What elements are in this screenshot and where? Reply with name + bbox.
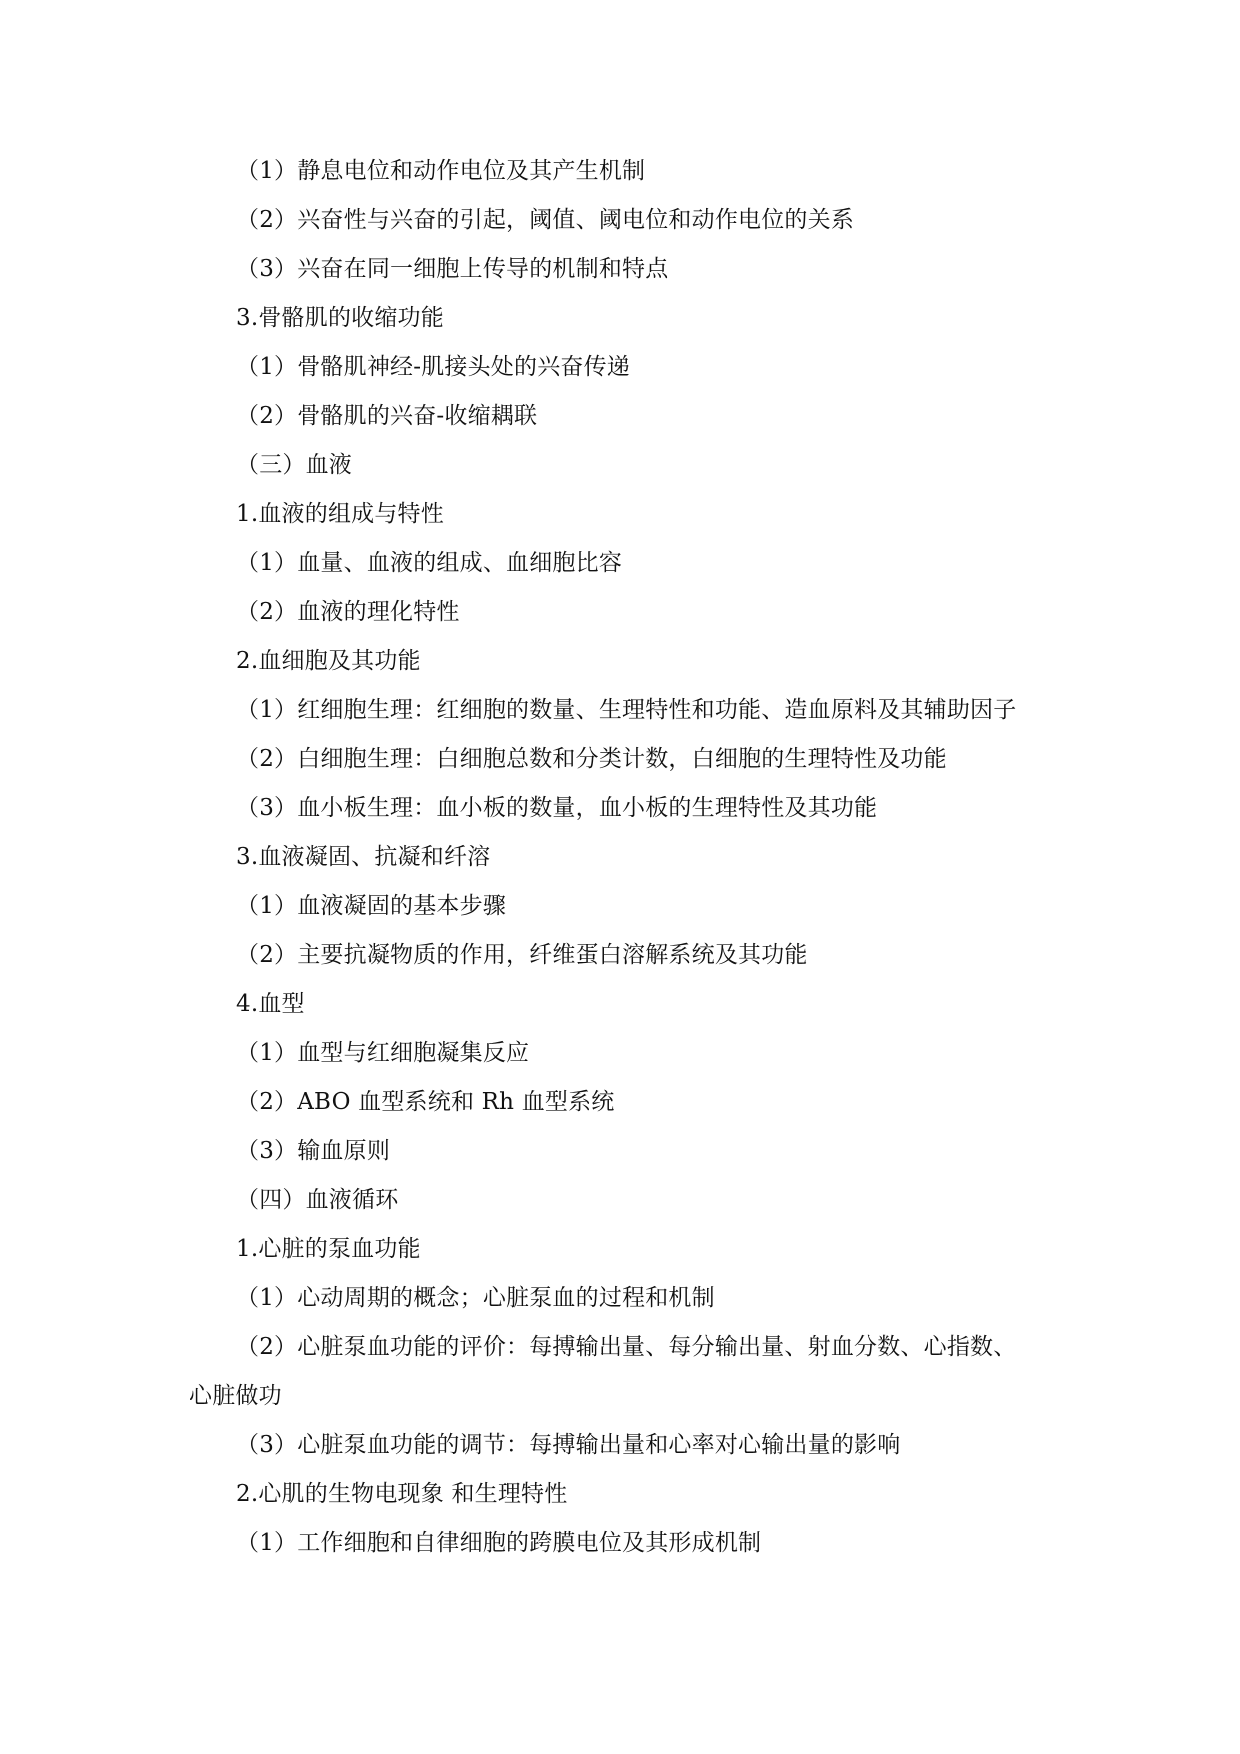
outline-line: （1）工作细胞和自律细胞的跨膜电位及其形成机制	[236, 1530, 762, 1556]
outline-line: （3）血小板生理：血小板的数量，血小板的生理特性及其功能	[236, 795, 878, 821]
outline-line: （2）白细胞生理：白细胞总数和分类计数，白细胞的生理特性及功能	[236, 746, 947, 772]
outline-line: （2）ABO 血型系统和 Rh 血型系统	[236, 1089, 615, 1115]
chapter-heading: （四）血液循环	[236, 1187, 399, 1213]
outline-line: （1）静息电位和动作电位及其产生机制	[236, 158, 646, 184]
outline-list	[189, 153, 1069, 1574]
outline-line: （1）血量、血液的组成、血细胞比容	[236, 550, 623, 576]
outline-line: （2）主要抗凝物质的作用，纤维蛋白溶解系统及其功能	[236, 942, 808, 968]
section-heading: 4.血型	[236, 991, 305, 1017]
outline-line: （3）输血原则	[236, 1138, 391, 1164]
outline-line: （1）骨骼肌神经-肌接头处的兴奋传递	[236, 354, 631, 380]
outline-line-wrapped	[189, 1329, 1069, 1378]
wrapped-line-continuation: 心脏做功	[189, 1383, 282, 1409]
outline-line: （2）骨骼肌的兴奋-收缩耦联	[236, 403, 538, 429]
outline-line: （1）血型与红细胞凝集反应	[236, 1040, 530, 1066]
chapter-heading: （三）血液	[236, 452, 352, 478]
section-heading: 1.血液的组成与特性	[236, 501, 444, 527]
wrapped-line-first: （2）心脏泵血功能的评价：每搏输出量、每分输出量、射血分数、心指数、	[236, 1334, 1017, 1360]
outline-line: （1）心动周期的概念；心脏泵血的过程和机制	[236, 1285, 715, 1311]
section-heading: 2.心肌的生物电现象 和生理特性	[236, 1481, 568, 1507]
outline-line: （3）心脏泵血功能的调节：每搏输出量和心率对心输出量的影响	[236, 1432, 901, 1458]
section-heading: 3.骨骼肌的收缩功能	[236, 305, 444, 331]
outline-line: （2）兴奋性与兴奋的引起，阈值、阈电位和动作电位的关系	[236, 207, 855, 233]
section-heading: 1.心脏的泵血功能	[236, 1236, 421, 1262]
outline-line: （1）血液凝固的基本步骤	[236, 893, 507, 919]
outline-line: （3）兴奋在同一细胞上传导的机制和特点	[236, 256, 669, 282]
outline-line: （1）红细胞生理：红细胞的数量、生理特性和功能、造血原料及其辅助因子	[236, 697, 1017, 723]
outline-line: （2）血液的理化特性	[236, 599, 460, 625]
section-heading: 3.血液凝固、抗凝和纤溶	[236, 844, 491, 870]
section-heading: 2.血细胞及其功能	[236, 648, 421, 674]
